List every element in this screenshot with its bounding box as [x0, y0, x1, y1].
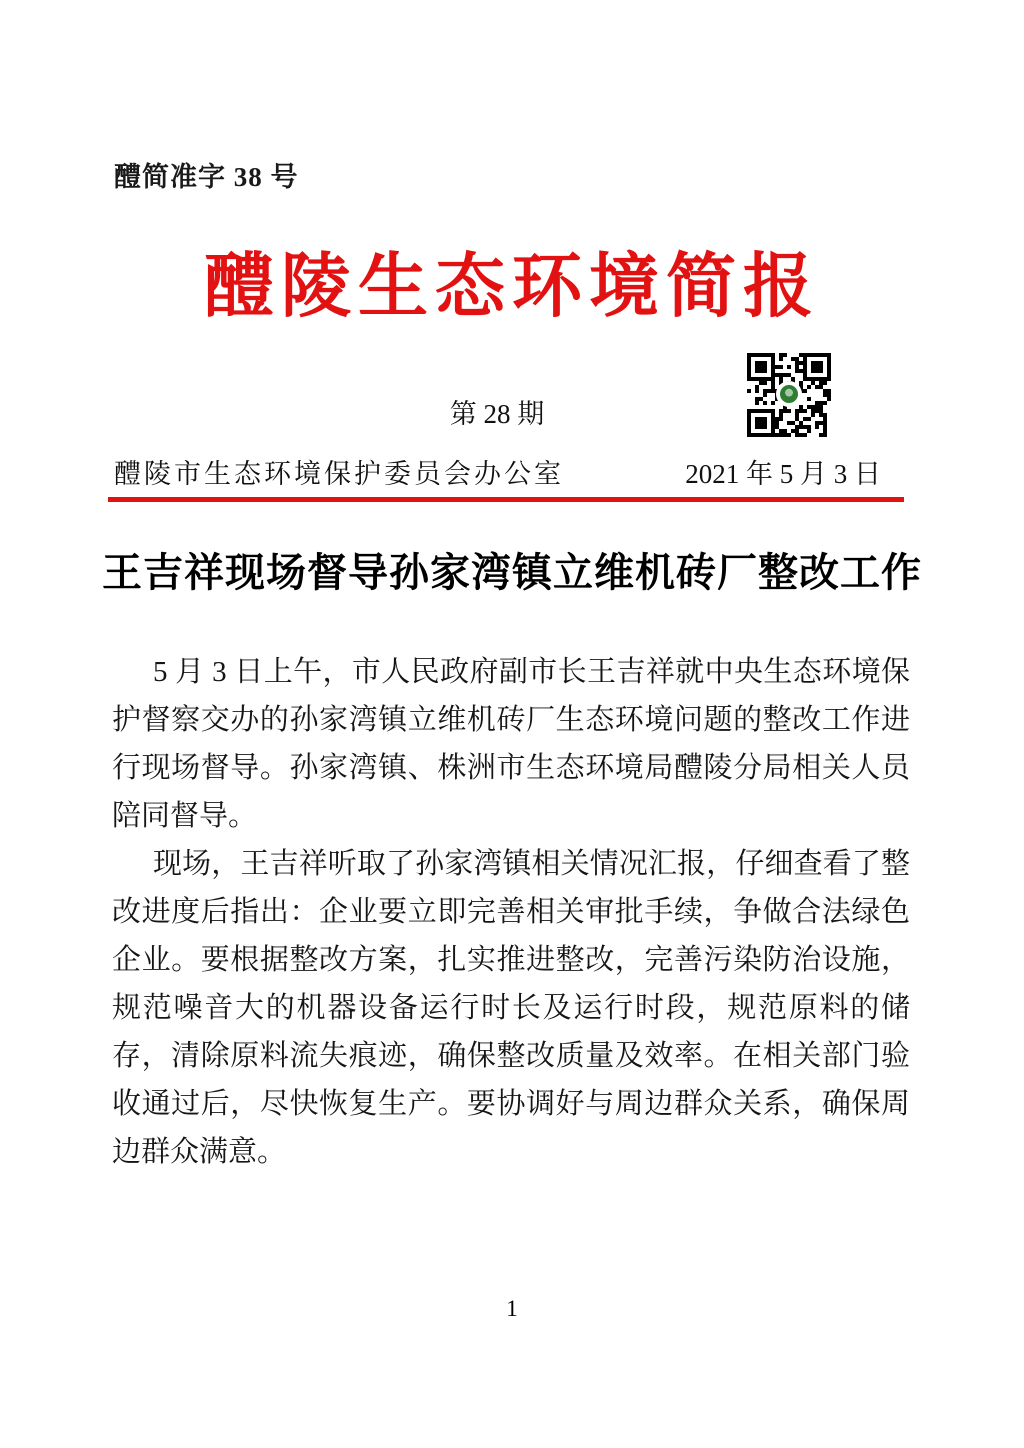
qr-code-icon [745, 350, 833, 444]
qr-logo-emblem-icon [780, 385, 798, 403]
qr-center-logo-icon [776, 381, 802, 407]
article-body [112, 648, 910, 1176]
issue-date: 2021 年 5 月 3 日 [685, 459, 881, 489]
red-divider [108, 497, 904, 502]
masthead-title: 醴陵生态环境简报 [204, 249, 820, 326]
paragraph: 5 月 3 日上午，市人民政府副市长王吉祥就中央生态环境保护督察交办的孙家湾镇立维机砖厂生态环境问题的整改工作进行现场督导。孙家湾镇、株洲市生态环境局醴陵分局相关人员陪同督导。 [112, 656, 910, 832]
issue-number: 第 28 期 [449, 399, 545, 429]
paragraph: 现场，王吉祥听取了孙家湾镇相关情况汇报，仔细查看了整改进度后指出：企业要立即完善相关审批手续，争做合法绿色企业。要根据整改方案，扎实推进整改，完善污染防治设施，规范噪音大的机器设备运行时长及运行时段，规范原料的储存，清除原料流失痕迹，确保整改质量及效率。在相关部门验收通过后，尽快恢复生产。要协调好与周边群众关系，确保周边群众满意。 [112, 848, 910, 1168]
doc-number: 醴简准字 38 号 [114, 162, 299, 192]
issuing-office: 醴陵市生态环境保护委员会办公室 [114, 459, 564, 489]
page-number: 1 [506, 1296, 518, 1321]
article-title: 王吉祥现场督导孙家湾镇立维机砖厂整改工作 [102, 550, 922, 595]
